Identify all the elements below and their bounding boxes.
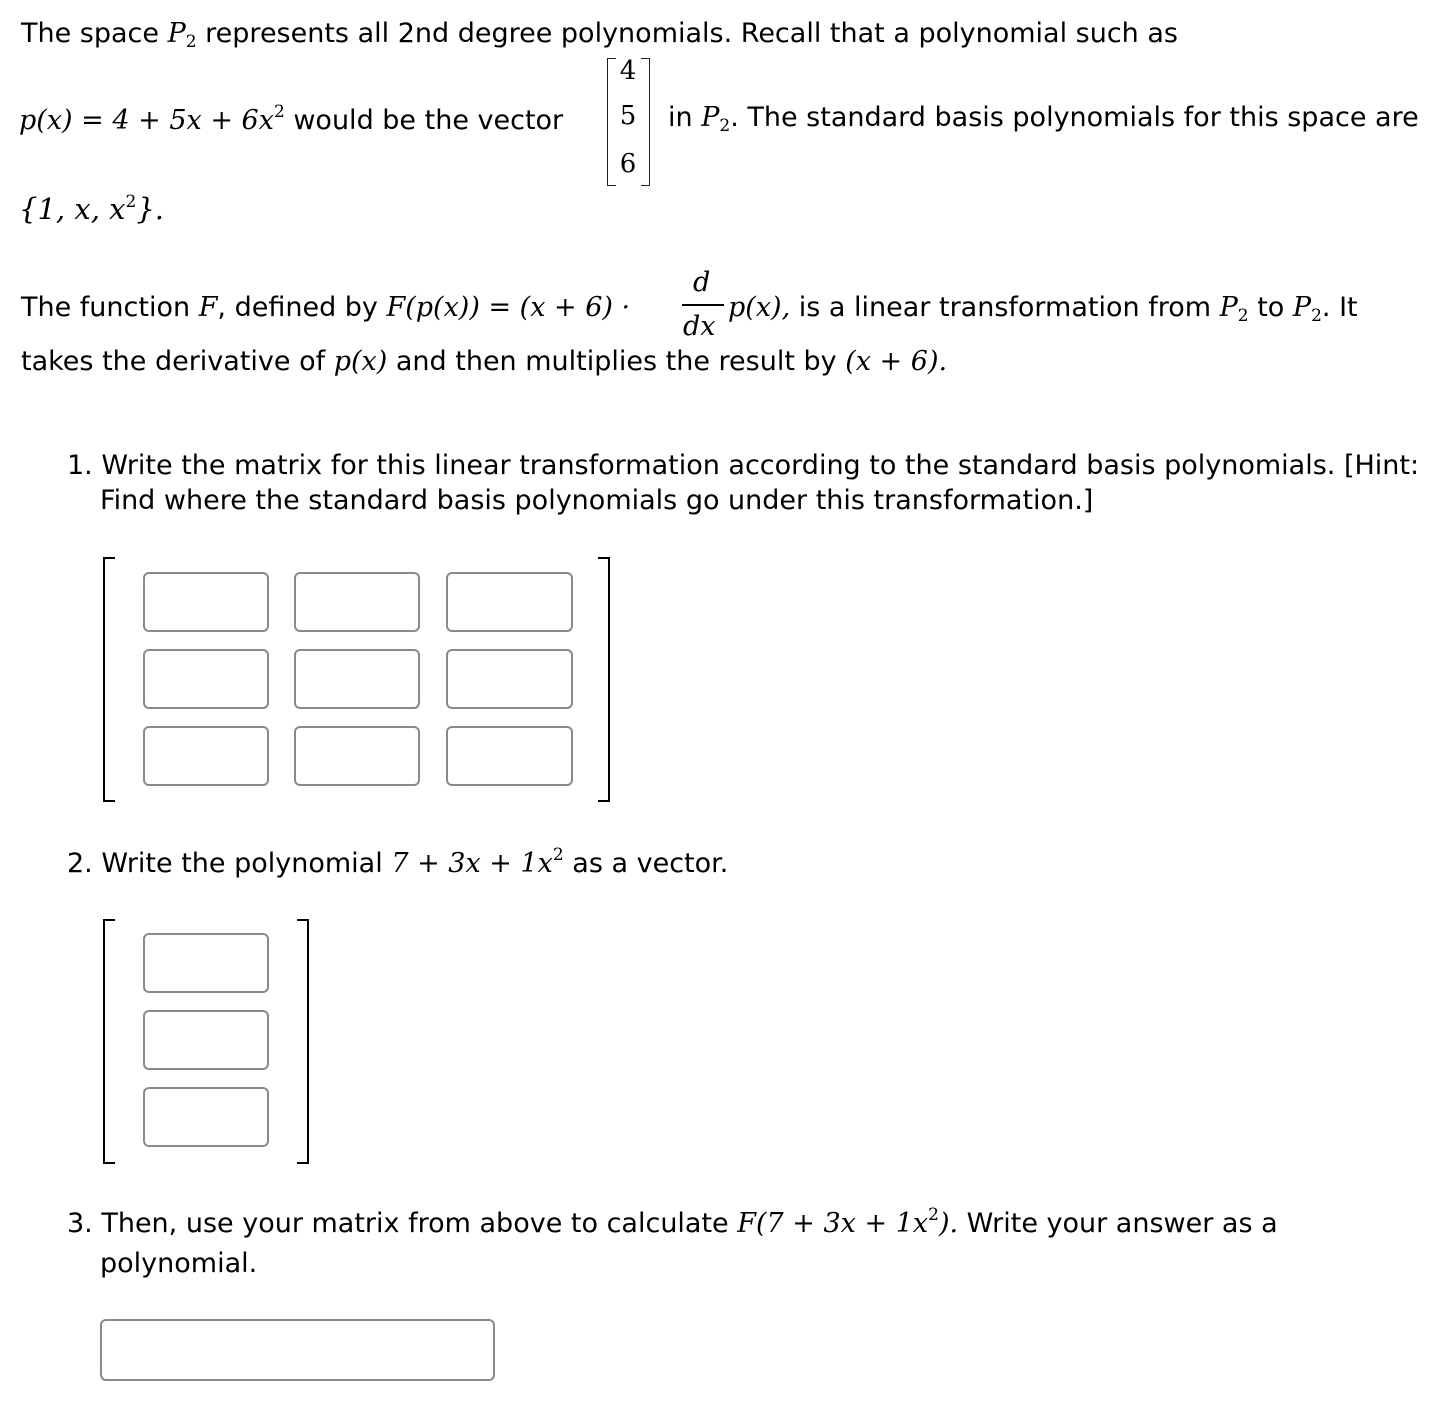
vector-cell-1[interactable] — [143, 933, 269, 993]
matrix-cell-r2c1[interactable] — [143, 649, 269, 709]
matrix-cell-r1c3[interactable] — [446, 572, 573, 632]
vector-entry: 6 — [619, 149, 637, 179]
function-text: and then multiplies the result by — [387, 346, 846, 377]
question-2-text — [67, 845, 728, 879]
intro-line-1 — [21, 18, 1178, 52]
question-text: as a vector. — [563, 848, 729, 879]
question-text: 2. Write the polynomial — [67, 848, 392, 879]
math-polynomial: 7 + 3x + 1x — [391, 848, 553, 879]
function-text: takes the derivative of — [21, 346, 334, 377]
function-text: The function — [21, 292, 199, 323]
matrix-cell-r3c1[interactable] — [143, 726, 269, 786]
superscript: 2 — [928, 1205, 939, 1225]
math-polynomial-example: p(x) = 4 + 5x + 6x — [19, 105, 274, 136]
question-1-text: 1. Write the matrix for this linear transformation according to the standard basis polynomials. [Hint: — [67, 450, 1420, 481]
function-text: , defined by — [217, 292, 387, 323]
matrix-bracket-left — [103, 557, 115, 802]
function-text: to — [1248, 292, 1293, 323]
subscript: 2 — [1311, 306, 1322, 326]
question-text: Write your answer as a — [958, 1208, 1278, 1239]
superscript: 2 — [125, 192, 137, 212]
question-text: 3. Then, use your matrix from above to calculate — [67, 1208, 738, 1239]
function-text: is a linear transformation from — [790, 292, 1220, 323]
vector-bracket-left — [103, 919, 115, 1164]
superscript: 2 — [552, 845, 564, 865]
superscript: 2 — [273, 102, 285, 122]
math-expression: F(p(x)) = (x + 6) · — [386, 292, 631, 323]
intro-line-2-end — [668, 102, 1419, 136]
subscript: 2 — [185, 32, 197, 52]
question-3-text — [67, 1205, 1278, 1239]
math-expression: F(7 + 3x + 1x — [737, 1208, 929, 1239]
matrix-cell-r1c1[interactable] — [143, 572, 269, 632]
vector-cell-2[interactable] — [143, 1010, 269, 1070]
vector-bracket-right — [297, 919, 309, 1164]
math-P2: P — [1219, 292, 1238, 323]
vector-entry: 5 — [619, 101, 637, 131]
math-P2: P — [167, 18, 186, 49]
fraction-numerator: d — [693, 267, 711, 298]
intro-text: in — [668, 102, 702, 133]
intro-line-2 — [19, 102, 563, 136]
matrix-bracket-right — [598, 557, 610, 802]
math-expression: ). — [938, 1208, 959, 1239]
matrix-cell-r1c2[interactable] — [294, 572, 420, 632]
intro-text: represents all 2nd degree polynomials. Recall that a polynomial such as — [196, 18, 1178, 49]
function-definition-b — [728, 292, 1358, 326]
matrix-cell-r3c2[interactable] — [294, 726, 420, 786]
function-text: . It — [1321, 292, 1358, 323]
intro-text: would be the vector — [284, 105, 564, 136]
function-definition-a — [21, 292, 630, 323]
subscript: 2 — [719, 116, 731, 136]
math-expression: (x + 6). — [845, 346, 948, 377]
intro-text: The space — [21, 18, 168, 49]
answer-polynomial-input[interactable] — [100, 1319, 495, 1381]
intro-text: . The standard basis polynomials for this space are — [730, 102, 1419, 133]
function-definition-line-2 — [21, 346, 947, 377]
question-3-text-line-2: polynomial. — [100, 1248, 258, 1279]
basis-text: }. — [136, 192, 164, 226]
basis-text: {1, x, x — [19, 192, 126, 226]
basis-set — [19, 192, 164, 226]
question-1-text-line-2: Find where the standard basis polynomials go under this transformation.] — [100, 485, 1094, 516]
matrix-cell-r2c3[interactable] — [446, 649, 573, 709]
math-P2: P — [701, 102, 720, 133]
math-expression: p(x), — [728, 292, 791, 323]
vector-cell-3[interactable] — [143, 1087, 269, 1147]
subscript: 2 — [1237, 306, 1249, 326]
math-expression: p(x) — [333, 346, 388, 377]
fraction-bar — [682, 304, 724, 306]
math-F: F — [198, 292, 218, 323]
vector-entry: 4 — [619, 56, 637, 86]
fraction-denominator: dx — [683, 311, 716, 342]
matrix-cell-r3c3[interactable] — [446, 726, 573, 786]
matrix-cell-r2c2[interactable] — [294, 649, 420, 709]
math-P2: P — [1292, 292, 1312, 323]
